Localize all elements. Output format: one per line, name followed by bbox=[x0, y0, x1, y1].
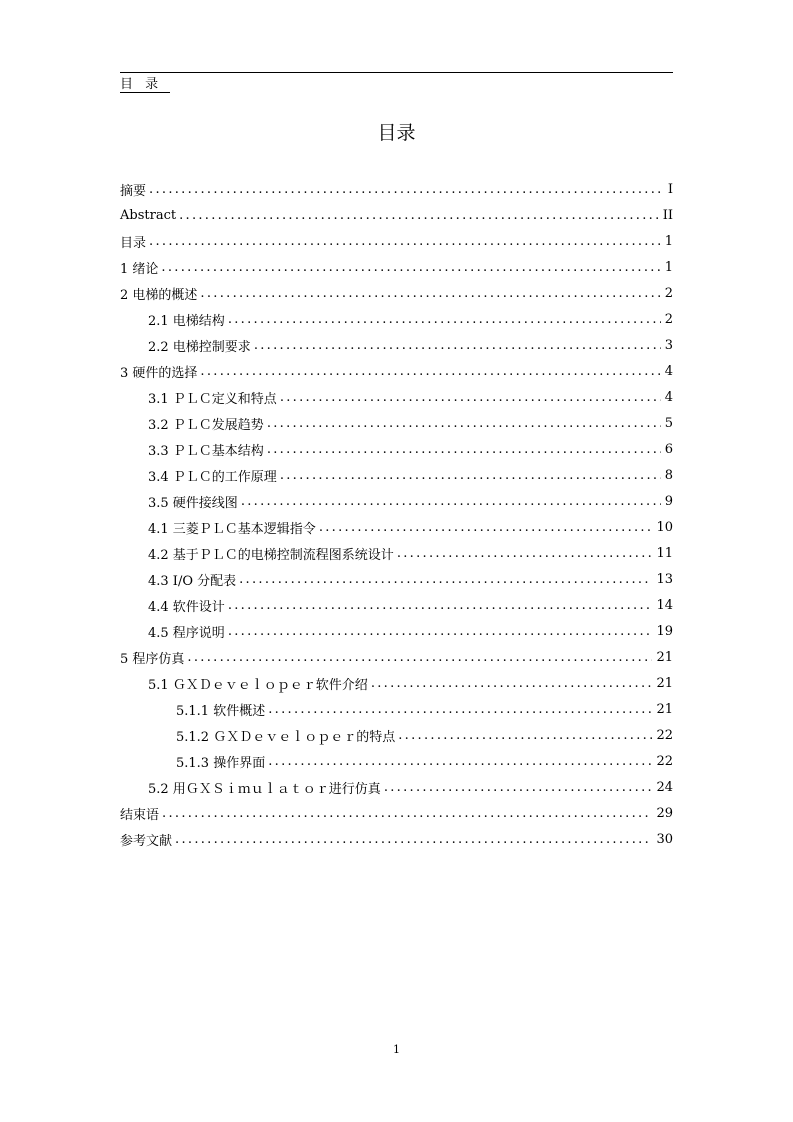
toc-entry-label: 3.5 硬件接线图 bbox=[148, 495, 238, 511]
toc-leader-dots bbox=[228, 312, 661, 327]
toc-entry-label: 5 程序仿真 bbox=[120, 651, 185, 667]
toc-leader-dots bbox=[228, 598, 653, 613]
toc-entry-page: 1 bbox=[664, 259, 673, 275]
toc-entry-page: 29 bbox=[656, 805, 673, 821]
toc-entry-page: 10 bbox=[656, 519, 673, 535]
toc-entry-page: 4 bbox=[664, 363, 673, 379]
toc-entry-label: 5.1.3 操作界面 bbox=[176, 755, 266, 771]
toc-entry-label: 结束语 bbox=[120, 807, 160, 823]
running-header: 目 录 bbox=[120, 77, 170, 93]
toc-entry-page: 21 bbox=[656, 701, 673, 717]
toc-leader-dots bbox=[319, 520, 653, 535]
toc-leader-dots bbox=[280, 390, 661, 405]
toc-entry-label: 4.4 软件设计 bbox=[148, 599, 225, 615]
toc-entry-page: 1 bbox=[664, 233, 673, 249]
toc-entry-page: 11 bbox=[656, 545, 673, 561]
toc-entry-page: 14 bbox=[656, 597, 673, 613]
page-number: 1 bbox=[393, 1043, 400, 1056]
toc-entry[interactable] bbox=[120, 358, 673, 384]
toc-entry-page: 19 bbox=[656, 623, 673, 639]
toc-entry[interactable] bbox=[120, 176, 673, 202]
toc-entry-page: 21 bbox=[656, 649, 673, 665]
toc-entry-label: 5.1 ＧＸＤｅｖｅｌｏｐｅｒ软件介绍 bbox=[148, 677, 368, 693]
toc-entry-label: 2.2 电梯控制要求 bbox=[148, 339, 251, 355]
toc-entry-label: 5.1.1 软件概述 bbox=[176, 703, 266, 719]
toc-entry[interactable] bbox=[120, 774, 673, 800]
toc-entry[interactable] bbox=[120, 540, 673, 566]
toc-leader-dots bbox=[200, 286, 660, 301]
toc-entry-label: 3.3 ＰＬＣ基本结构 bbox=[148, 443, 264, 459]
toc-entry[interactable] bbox=[120, 462, 673, 488]
toc-entry[interactable] bbox=[120, 566, 673, 592]
toc-leader-dots bbox=[241, 494, 661, 509]
toc-leader-dots bbox=[371, 676, 653, 691]
toc-leader-dots bbox=[267, 416, 661, 431]
toc-entry[interactable] bbox=[120, 228, 673, 254]
toc-entry[interactable] bbox=[120, 618, 673, 644]
toc-entry[interactable] bbox=[120, 696, 673, 722]
toc-entry-page: I bbox=[667, 181, 673, 197]
toc-entry-label: 3.1 ＰＬＣ定义和特点 bbox=[148, 391, 277, 407]
toc-entry[interactable] bbox=[120, 202, 673, 228]
toc-entry-page: 8 bbox=[664, 467, 673, 483]
toc-entry-label: 4.3 I/O 分配表 bbox=[148, 573, 237, 589]
header-rule bbox=[120, 72, 673, 73]
toc-leader-dots bbox=[228, 624, 653, 639]
toc-entry[interactable] bbox=[120, 254, 673, 280]
toc-entry-label: 2 电梯的概述 bbox=[120, 287, 198, 303]
toc-entry-label: Abstract bbox=[120, 207, 177, 223]
toc-leader-dots bbox=[398, 728, 652, 743]
toc-entry[interactable] bbox=[120, 384, 673, 410]
toc-entry-page: 22 bbox=[656, 753, 673, 769]
toc-leader-dots bbox=[267, 442, 661, 457]
toc-entry-label: 3.2 ＰＬＣ发展趋势 bbox=[148, 417, 264, 433]
toc-entry-label: 3.4 ＰＬＣ的工作原理 bbox=[148, 469, 277, 485]
toc-leader-dots bbox=[162, 806, 652, 821]
toc-entry-page: 2 bbox=[664, 311, 673, 327]
toc-entry[interactable] bbox=[120, 280, 673, 306]
toc-entry-page: 30 bbox=[656, 831, 673, 847]
toc-entry[interactable] bbox=[120, 410, 673, 436]
toc-entry-label: 摘要 bbox=[120, 183, 147, 199]
toc-entry-label: 目录 bbox=[120, 235, 147, 251]
toc-entry[interactable] bbox=[120, 592, 673, 618]
toc-entry-label: 4.5 程序说明 bbox=[148, 625, 225, 641]
toc-leader-dots bbox=[149, 182, 664, 197]
toc-leader-dots bbox=[397, 546, 653, 561]
toc-entry-page: 21 bbox=[656, 675, 673, 691]
toc-leader-dots bbox=[254, 338, 661, 353]
toc-leader-dots bbox=[239, 572, 652, 587]
toc-entry[interactable] bbox=[120, 644, 673, 670]
page-title: 目录 bbox=[377, 122, 416, 144]
toc-entry-page: 13 bbox=[656, 571, 673, 587]
toc-entry[interactable] bbox=[120, 488, 673, 514]
toc-leader-dots bbox=[175, 832, 652, 847]
toc-entry-page: 3 bbox=[664, 337, 673, 353]
toc-entry-page: II bbox=[662, 207, 673, 223]
toc-leader-dots bbox=[149, 234, 661, 249]
toc-entry-page: 22 bbox=[656, 727, 673, 743]
toc-leader-dots bbox=[187, 650, 652, 665]
toc-entry-page: 24 bbox=[656, 779, 673, 795]
toc-leader-dots bbox=[280, 468, 661, 483]
toc-entry-page: 4 bbox=[664, 389, 673, 405]
toc-entry-label: 2.1 电梯结构 bbox=[148, 313, 225, 329]
table-of-contents bbox=[120, 176, 673, 852]
toc-entry[interactable] bbox=[120, 826, 673, 852]
toc-leader-dots bbox=[268, 754, 652, 769]
toc-entry-page: 5 bbox=[664, 415, 673, 431]
toc-entry[interactable] bbox=[120, 722, 673, 748]
toc-entry-page: 6 bbox=[664, 441, 673, 457]
toc-entry-label: 4.2 基于ＰＬＣ的电梯控制流程图系统设计 bbox=[148, 547, 394, 563]
toc-entry-label: 参考文献 bbox=[120, 833, 173, 849]
toc-entry[interactable] bbox=[120, 800, 673, 826]
toc-entry[interactable] bbox=[120, 514, 673, 540]
toc-entry-label: 5.1.2 ＧＸＤｅｖｅｌｏｐｅｒ的特点 bbox=[176, 729, 396, 745]
toc-entry-label: 3 硬件的选择 bbox=[120, 365, 198, 381]
toc-entry[interactable] bbox=[120, 748, 673, 774]
toc-leader-dots bbox=[200, 364, 660, 379]
toc-leader-dots bbox=[161, 260, 660, 275]
toc-entry[interactable] bbox=[120, 306, 673, 332]
toc-leader-dots bbox=[384, 780, 653, 795]
toc-entry[interactable] bbox=[120, 332, 673, 358]
toc-entry-page: 9 bbox=[664, 493, 673, 509]
toc-entry-label: 4.1 三菱ＰＬＣ基本逻辑指令 bbox=[148, 521, 316, 537]
toc-entry-label: 1 绪论 bbox=[120, 261, 159, 277]
toc-leader-dots bbox=[268, 702, 652, 717]
toc-entry-page: 2 bbox=[664, 285, 673, 301]
toc-entry[interactable] bbox=[120, 670, 673, 696]
toc-leader-dots bbox=[179, 208, 659, 223]
toc-entry[interactable] bbox=[120, 436, 673, 462]
toc-entry-label: 5.2 用ＧＸＳｉｍｕｌａｔｏｒ进行仿真 bbox=[148, 781, 381, 797]
